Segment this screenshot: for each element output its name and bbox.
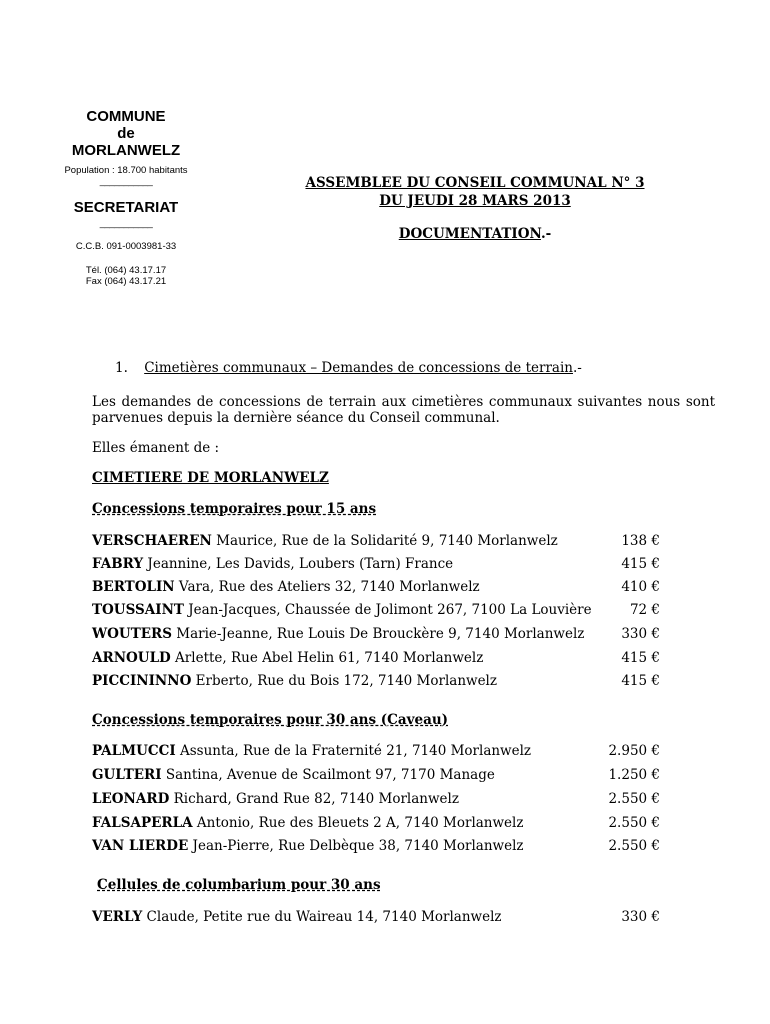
applicant-address: Jean-Pierre, Rue Delbèque 38, 7140 Morlanwelz: [188, 838, 524, 854]
applicant-name: VERSCHAEREN: [92, 533, 212, 549]
documentation-heading: [280, 225, 670, 243]
applicant-address: Marie-Jeanne, Rue Louis De Brouckère 9, 7140 Morlanwelz: [172, 626, 585, 642]
documentation-label: DOCUMENTATION: [398, 226, 541, 242]
phone-number: Tél. (064) 43.17.17: [85, 265, 167, 276]
document-title: [280, 174, 670, 243]
applicant-address: Erberto, Rue du Bois 172, 7140 Morlanwelz: [191, 673, 497, 689]
applicant-address: Jeannine, Les Davids, Loubers (Tarn) France: [143, 556, 454, 572]
applicant-name: LEONARD: [92, 791, 170, 807]
amount: 410 €: [621, 579, 660, 595]
amount: 2.950 €: [608, 743, 660, 759]
group-heading-columbarium: [97, 877, 381, 893]
applicant-name: PALMUCCI: [92, 743, 176, 759]
list-item: [92, 533, 660, 550]
list-item: [92, 909, 660, 926]
title-line-2: DU JEUDI 28 MARS 2013: [379, 193, 571, 209]
amount: 2.550 €: [608, 815, 660, 831]
list-item: [92, 815, 660, 832]
applicant-address: Vara, Rue des Ateliers 32, 7140 Morlanwelz: [174, 579, 480, 595]
applicant-address: Antonio, Rue des Bleuets 2 A, 7140 Morlanwelz: [192, 815, 524, 831]
amount: 2.550 €: [608, 791, 660, 807]
cemetery-heading: [92, 470, 329, 486]
applicant-address: Assunta, Rue de la Fraternité 21, 7140 Morlanwelz: [175, 743, 532, 759]
section-title-suffix: .-: [572, 360, 582, 376]
group-heading-15-years: [92, 501, 376, 517]
amount: 330 €: [621, 909, 660, 925]
list-item: [92, 791, 660, 808]
applicant-name: ARNOULD: [92, 650, 171, 666]
applicant-name: PICCININNO: [92, 673, 192, 689]
section-title: Cimetières communaux – Demandes de concessions de terrain: [144, 360, 573, 376]
applicant-address: Claude, Petite rue du Waireau 14, 7140 Morlanwelz: [142, 909, 502, 925]
applicant-address: Maurice, Rue de la Solidarité 9, 7140 Morlanwelz: [211, 533, 558, 549]
city-name: MORLANWELZ: [71, 142, 181, 159]
amount: 2.550 €: [608, 838, 660, 854]
applicant-name: GULTERI: [92, 767, 162, 783]
divider-1: ___________: [99, 176, 153, 187]
applicant-name: VERLY: [92, 909, 143, 925]
documentation-suffix: .-: [540, 226, 552, 242]
applicant-address: Richard, Grand Rue 82, 7140 Morlanwelz: [169, 791, 459, 807]
cemetery-name: CIMETIERE DE MORLANWELZ: [92, 470, 329, 486]
group-heading-label: Cellules de columbarium pour 30 ans: [97, 877, 381, 893]
applicant-name: TOUSSAINT: [92, 602, 184, 618]
emanent-text: Elles émanent de :: [92, 440, 220, 456]
population-text: Population : 18.700 habitants: [64, 165, 188, 176]
list-item: [92, 602, 660, 619]
group-heading-label: Concessions temporaires pour 30 ans (Caveau): [92, 712, 449, 728]
applicant-name: WOUTERS: [92, 626, 172, 642]
applicant-address: Santina, Avenue de Scailmont 97, 7170 Manage: [161, 767, 495, 783]
list-item: [92, 743, 660, 760]
secretariat-label: SECRETARIAT: [73, 199, 179, 216]
applicant-address: Arlette, Rue Abel Helin 61, 7140 Morlanwelz: [170, 650, 484, 666]
ccb-number: C.C.B. 091-0003981-33: [75, 241, 177, 252]
applicant-address: Jean-Jacques, Chaussée de Jolimont 267, 7100 La Louvière: [183, 602, 592, 618]
applicant-name: FABRY: [92, 556, 144, 572]
list-item: [92, 556, 660, 573]
section-number: 1.: [115, 360, 128, 376]
group-heading-label: Concessions temporaires pour 15 ans: [92, 501, 377, 517]
list-item: [92, 767, 660, 784]
list-item: [92, 626, 660, 643]
commune-label: COMMUNE: [86, 108, 166, 125]
list-item: [92, 673, 660, 690]
group-heading-30-years-caveau: [92, 712, 448, 728]
section-heading: [115, 360, 582, 376]
applicant-name: FALSAPERLA: [92, 815, 193, 831]
title-line-1: ASSEMBLEE DU CONSEIL COMMUNAL N° 3: [305, 175, 645, 191]
applicant-name: BERTOLIN: [92, 579, 175, 595]
de-label: de: [117, 125, 135, 142]
amount: 138 €: [621, 533, 660, 549]
list-item: [92, 579, 660, 596]
list-item: [92, 650, 660, 667]
intro-paragraph: Les demandes de concessions de terrain aux cimetières communaux suivantes nous sont parvenues depuis la dernière séance du Conseil communal.: [92, 394, 715, 426]
amount: 72 €: [629, 602, 660, 618]
list-item: [92, 838, 660, 855]
amount: 330 €: [621, 626, 660, 642]
amount: 1.250 €: [608, 767, 660, 783]
letterhead: [40, 108, 212, 287]
amount: 415 €: [621, 673, 660, 689]
divider-2: ___________: [99, 218, 153, 229]
amount: 415 €: [621, 650, 660, 666]
fax-number: Fax (064) 43.17.21: [85, 276, 167, 287]
applicant-name: VAN LIERDE: [92, 838, 189, 854]
amount: 415 €: [621, 556, 660, 572]
